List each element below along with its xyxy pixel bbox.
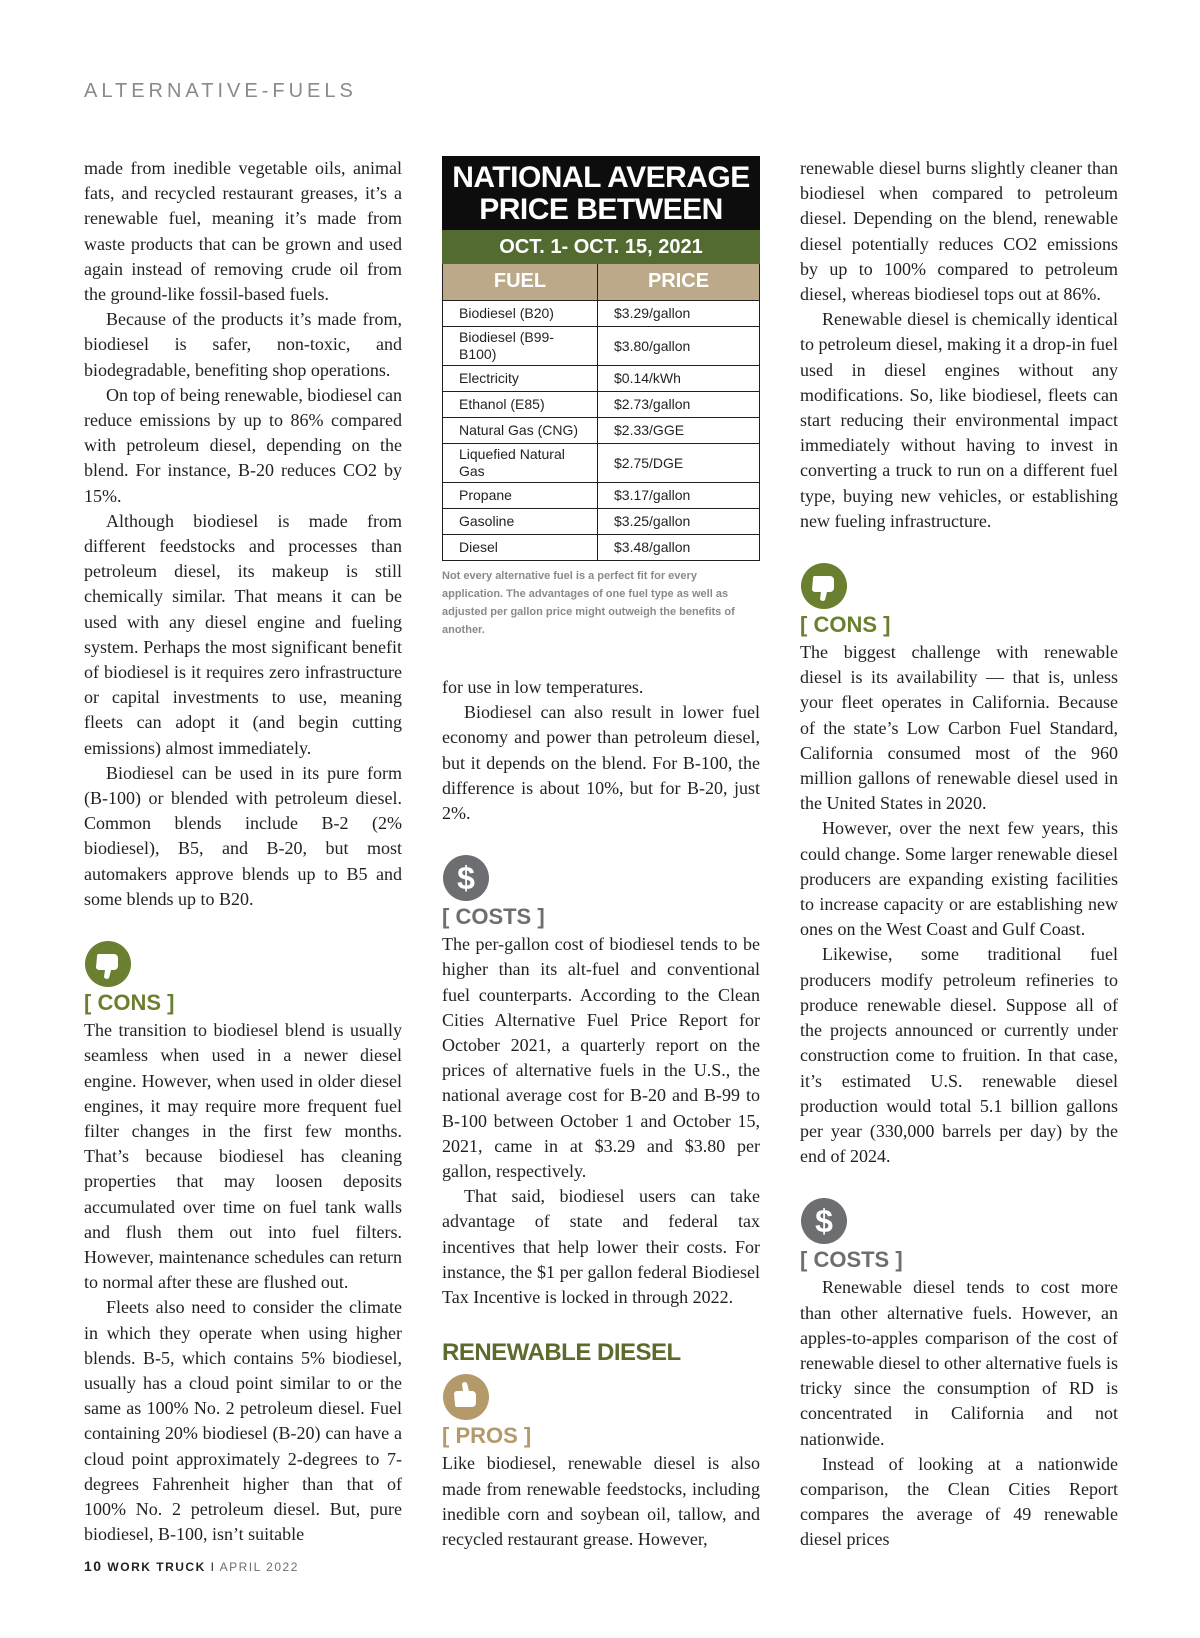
paragraph: That said, biodiesel users can take advantage of state and federal tax incentives that help lower their costs. For instance, the $1 per gallon federal Biodiesel Tax Incentive is locked in through 2022. [442,1186,760,1308]
paragraph: On top of being renewable, biodiesel can reduce emissions by up to 86% compared with petroleum diesel, depending on the blend. For instance, B-20 reduces CO2 by 15%. [84,384,402,506]
issue-date: APRIL 2022 [219,1560,299,1574]
table-row [443,418,760,444]
svg-text:$: $ [815,1203,833,1240]
price-cell: $2.33/GGE [598,418,760,444]
table-row [443,509,760,535]
fuel-cell: Ethanol (E85) [443,392,598,418]
fuel-cell: Biodiesel (B99-B100) [443,327,598,366]
fuel-cell: Diesel [443,535,598,561]
fuel-cell: Natural Gas (CNG) [443,418,598,444]
paragraph: Biodiesel can also result in lower fuel economy and power than petroleum diesel, but it depends on the blend. For B-100, the difference is about 10%, but for B-20, just 2%. [442,702,760,824]
price-cell: $3.29/gallon [598,301,760,327]
paragraph: Renewable diesel tends to cost more than other alternative fuels. However, an apples-to-apples comparison of the cost of renewable diesel to other alternative fuels is tricky since the consumption of RD is concentrated in California and not nationwide. [800,1277,1118,1449]
paragraph: The biggest challenge with renewable diesel is its availability — that is, unless your fleet operates in California. Because of the state’s Low Carbon Fuel Standard, California consumed most of the 960 million gallons of renewable diesel used in the United States in 2020. [800,642,1118,814]
price-cell: $3.17/gallon [598,483,760,509]
table-row [443,327,760,366]
costs-label: [ COSTS ] [442,904,545,930]
price-cell: $3.80/gallon [598,327,760,366]
fuel-cell: Propane [443,483,598,509]
costs-section-header [800,1197,1118,1273]
thumbs-down-icon [800,562,848,610]
price-table-note: Not every alternative fuel is a perfect fit for every application. The advantages of one fuel type as well as adjusted per gallon price might outweigh the benefits of another. [442,570,735,636]
price-table-title [442,156,760,230]
cons-section-header [84,940,402,1016]
thumbs-down-icon [84,940,132,988]
renewable-diesel-heading: RENEWABLE DIESEL [442,1339,681,1367]
fuel-cell: Liquefied Natural Gas [443,444,598,483]
price-table-date: OCT. 1- OCT. 15, 2021 [442,230,760,264]
price-cell: $0.14/kWh [598,366,760,392]
price-cell: $2.75/DGE [598,444,760,483]
table-row [443,392,760,418]
paragraph: Fleets also need to consider the climate in which they operate when using higher blends. B-5, which contains 5% biodiesel, usually has a cloud point similar to or the same as 100% No. 2 petroleum diesel. Fuel containing 20% biodiesel (B-20) can have a cloud point approximately 2-degrees to 7-degrees Fahrenheit higher than that of 100% No. 2 petroleum diesel. But, pure biodiesel, B-100, isn’t suitable [84,1297,402,1545]
title-line-1: NATIONAL AVERAGE [452,161,750,194]
paragraph: The transition to biodiesel blend is usually seamless when used in a newer diesel engine. However, when used in older diesel engines, it may require more frequent fuel filter changes in the first few months. That’s because biodiesel has cleaning properties that may loosen deposits accumulated over time on fuel tank walls and flush them out into fuel filters. However, maintenance schedules can return to normal after these are flushed out. [84,1020,402,1293]
fuel-cell: Gasoline [443,509,598,535]
table-row [443,301,760,327]
costs-section-header [442,854,760,930]
title-line-2: PRICE BETWEEN [479,193,723,226]
dollar-icon [442,854,490,902]
table-row [443,483,760,509]
paragraph: renewable diesel burns slightly cleaner than biodiesel when compared to petroleum diesel. Depending on the blend, renewable diesel potentially reduces CO2 emissions by up to 100% compared to petroleum diesel, whereas biodiesel tops out at 86%. [800,158,1118,305]
paragraph: made from inedible vegetable oils, animal fats, and recycled restaurant greases, it’s a renewable fuel, meaning it’s made from waste products that can be grown and used again instead of removing crude oil from the ground-like fossil-based fuels. [84,158,402,305]
price-cell: $2.73/gallon [598,392,760,418]
cons-label: [ CONS ] [800,612,891,638]
svg-text:$: $ [457,860,475,897]
column-3 [800,156,1118,1553]
page-footer [84,1558,299,1574]
pros-label: [ PROS ] [442,1423,532,1449]
table-row [443,366,760,392]
price-table-box [442,156,760,639]
table-row [443,535,760,561]
column-1 [84,156,402,1547]
paragraph: Instead of looking at a nationwide comparison, the Clean Cities Report compares the average of 49 renewable diesel prices [800,1453,1118,1550]
paragraph: The per-gallon cost of biodiesel tends to be higher than its alt-fuel and conventional fuel counterparts. According to the Clean Cities Alternative Fuel Price Report for October 2021, a quarterly report on the prices of alternative fuels in the U.S., the national average cost for B-20 and B-99 to B-100 between October 1 and October 15, 2021, came in at $3.29 and $3.80 per gallon, respectively. [442,934,760,1182]
cons-label: [ CONS ] [84,990,175,1016]
footer-separator: I [210,1560,216,1574]
price-table [442,264,760,561]
paragraph: However, over the next few years, this could change. Some larger renewable diesel producers are expanding existing facilities to increase capacity or are establishing new ones on the West Coast and Gulf Coast. [800,818,1118,940]
column-header-price: PRICE [598,264,760,301]
thumbs-up-icon [442,1373,490,1421]
paragraph: Like biodiesel, renewable diesel is also made from renewable feedstocks, including inedible corn and soybean oil, tallow, and recycled restaurant grease. However, [442,1453,760,1550]
fuel-cell: Biodiesel (B20) [443,301,598,327]
column-2 [442,156,760,1552]
pros-section-header [442,1373,760,1449]
column-header-fuel: FUEL [443,264,598,301]
paragraph: Biodiesel can be used in its pure form (B-100) or blended with petroleum diesel. Common blends include B-2 (2% biodiesel), B5, and B-20, but most automakers approve blends up to B5 and some blends up to B20. [84,762,402,909]
paragraph: Likewise, some traditional fuel producers modify petroleum refineries to produce renewable diesel. Suppose all of the projects announced or currently under construction come to fruition. In that case, it’s estimated U.S. renewable diesel production would total 5.1 billion gallons per year (330,000 barrels per day) by the end of 2024. [800,944,1118,1167]
paragraph: Renewable diesel is chemically identical to petroleum diesel, making it a drop-in fuel used in diesel engines without any modifications. So, like biodiesel, fleets can start reducing their environmental impact immediately without having to invest in converting a truck to run on a different fuel type, buying new vehicles, or establishing new fueling infrastructure. [800,309,1118,531]
cons-section-header [800,562,1118,638]
section-label: ALTERNATIVE-FUELS [84,80,357,102]
price-cell: $3.25/gallon [598,509,760,535]
fuel-cell: Electricity [443,366,598,392]
price-cell: $3.48/gallon [598,535,760,561]
paragraph: Although biodiesel is made from different feedstocks and processes than petroleum diesel, its makeup is still chemically similar. That means it can be used with any diesel engine and fueling system. Perhaps the most significant benefit of biodiesel is it requires zero infrastructure or capital investments to use, meaning fleets can adopt it (and begin cutting emissions) almost immediately. [84,510,402,758]
dollar-icon [800,1197,848,1245]
table-row [443,444,760,483]
paragraph: for use in low temperatures. [442,677,644,697]
paragraph: Because of the products it’s made from, biodiesel is safer, non-toxic, and biodegradable, benefiting shop operations. [84,309,402,380]
costs-label: [ COSTS ] [800,1247,903,1273]
page-number: 10 [84,1558,103,1574]
magazine-name: WORK TRUCK [107,1560,206,1574]
